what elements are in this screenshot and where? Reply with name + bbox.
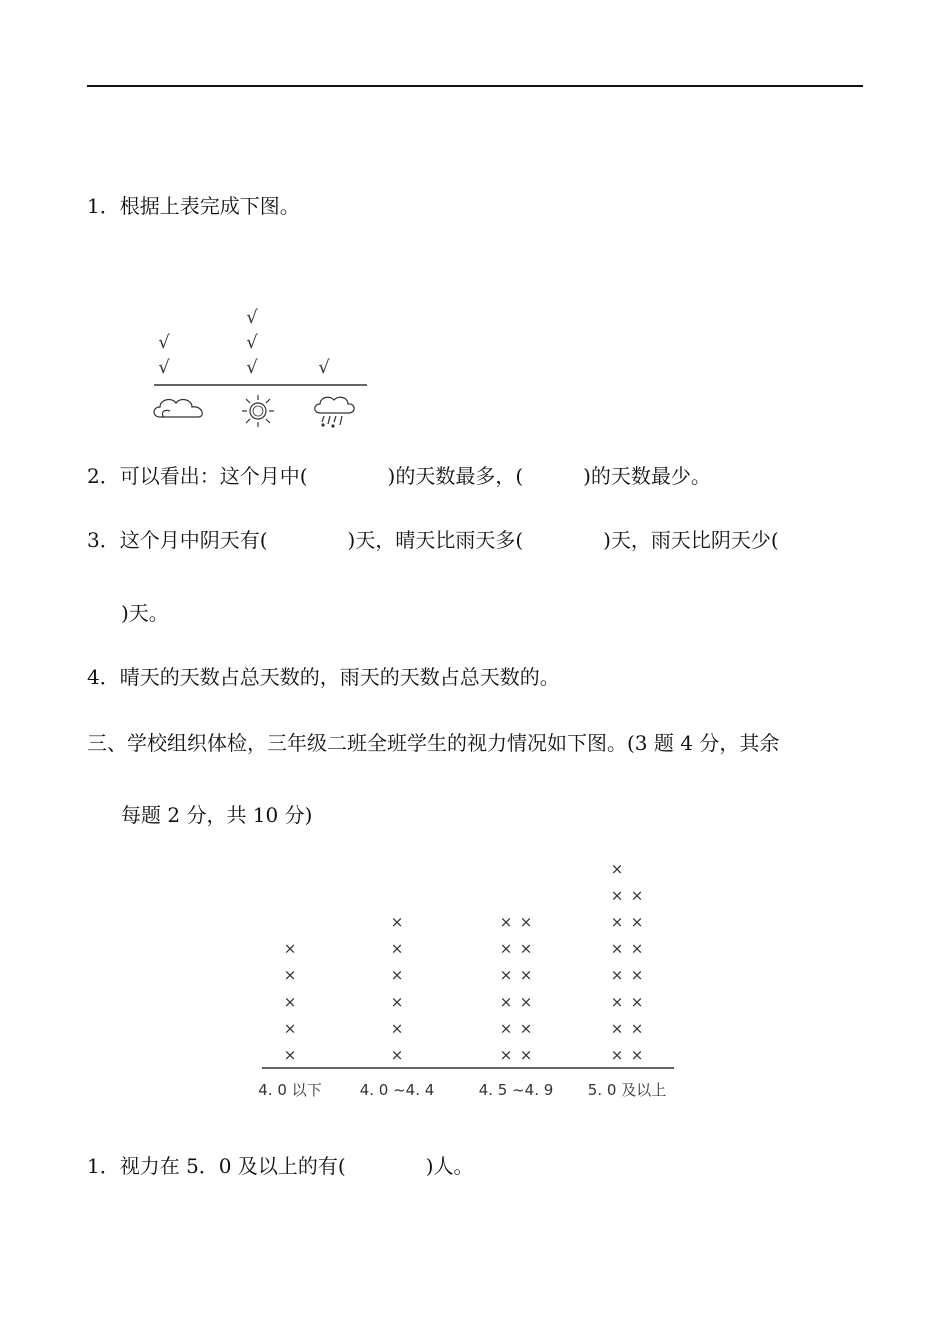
vision-category-label: 4. 0 ~4. 4 [359, 1081, 435, 1099]
vision-tally-chart [250, 850, 690, 1110]
vision-tally-mark: × [610, 859, 624, 878]
vision-tally-mark: × [390, 966, 404, 985]
section-3-title: 三、学校组织体检，三年级二班全班学生的视力情况如下图。(3 题 4 分，其余 [87, 731, 780, 755]
vision-tally-mark: × [610, 1019, 624, 1038]
section-3-title-cont: 每题 2 分，共 10 分) [121, 803, 313, 827]
weather-tally-mark: √ [246, 357, 258, 378]
cloudy-icon [154, 400, 202, 417]
weather-tally-mark: √ [158, 357, 170, 378]
vision-tally-mark: × [610, 992, 624, 1011]
vision-tally-mark: × [499, 992, 513, 1011]
vision-tally-mark: × [283, 992, 297, 1011]
vision-tally-mark: × [610, 1046, 624, 1064]
vision-tally-mark: × [630, 939, 644, 958]
weather-tally-mark: √ [246, 307, 258, 328]
vision-tally-mark: × [630, 886, 644, 905]
vision-tally-mark: × [499, 939, 513, 958]
vision-category-label: 5. 0 及以上 [587, 1081, 667, 1099]
question-2-3: 3．这个月中阴天有( )天，晴天比雨天多( )天，雨天比阴天少( [87, 528, 779, 552]
vision-tally-mark: × [519, 992, 533, 1011]
vision-tally-mark: × [630, 1019, 644, 1038]
vision-tally-mark: × [499, 966, 513, 985]
vision-tally-mark: × [283, 966, 297, 985]
vision-tally-mark: × [283, 939, 297, 958]
vision-tally-mark: × [630, 913, 644, 931]
vision-tally-mark: × [283, 1046, 297, 1064]
question-2-2: 2．可以看出：这个月中( )的天数最多，( )的天数最少。 [87, 464, 711, 488]
vision-tally-mark: × [519, 1046, 533, 1064]
vision-tally-mark: × [610, 939, 624, 958]
vision-tally-mark: × [390, 1019, 404, 1038]
vision-tally-mark: × [499, 1046, 513, 1064]
vision-tally-mark: × [499, 913, 513, 931]
vision-tally-mark: × [390, 939, 404, 958]
vision-tally-mark: × [390, 992, 404, 1011]
vision-tally-mark: × [630, 966, 644, 985]
vision-tally-mark: × [610, 886, 624, 905]
vision-tally-mark: × [519, 966, 533, 985]
vision-tally-mark: × [630, 1046, 644, 1064]
vision-tally-mark: × [499, 1019, 513, 1038]
question-2-1: 1．根据上表完成下图。 [87, 194, 300, 218]
vision-tally-mark: × [390, 1046, 404, 1064]
vision-tally-mark: × [610, 966, 624, 985]
rainy-icon [315, 397, 354, 427]
vision-tally-mark: × [519, 1019, 533, 1038]
vision-tally-mark: × [630, 992, 644, 1011]
vision-tally-mark: × [390, 913, 404, 931]
question-2-3-cont: )天。 [121, 601, 169, 625]
question-2-4: 4．晴天的天数占总天数的，雨天的天数占总天数的。 [87, 665, 560, 689]
vision-tally-mark: × [610, 913, 624, 931]
question-3-1: 1．视力在 5．0 及以上的有( )人。 [87, 1154, 474, 1178]
weather-tally-mark: √ [246, 332, 258, 353]
header-rule [87, 85, 863, 87]
sunny-icon [242, 395, 274, 427]
vision-tally-mark: × [519, 939, 533, 958]
weather-tally-mark: √ [158, 332, 170, 353]
vision-category-label: 4. 5 ~4. 9 [478, 1081, 554, 1099]
vision-category-label: 4. 0 以下 [258, 1081, 322, 1099]
vision-tally-mark: × [283, 1019, 297, 1038]
vision-tally-mark: × [519, 913, 533, 931]
weather-tally-chart [140, 295, 380, 435]
weather-tally-mark: √ [318, 357, 330, 378]
